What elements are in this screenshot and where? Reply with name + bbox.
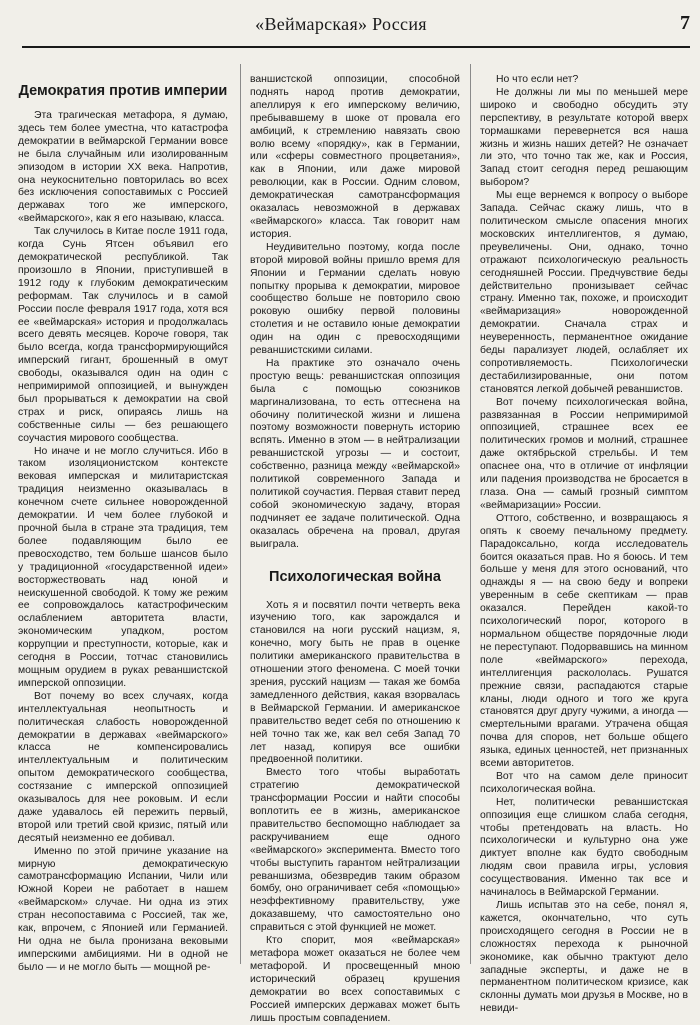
column-2 (250, 74, 460, 1025)
paragraph: Но что если нет? (496, 74, 579, 85)
paragraph: Но иначе и не могло случиться. Ибо в таком изоляционистском контексте вековая имперская и милитаристская традиция неизменно оказывалась в конечном счете сильнее новорожденной демократии. И чем более глубокой и прочной была в стране эта традиция, тем более подавляющим было ее превосходство, тем больше шансов было у традиционной «государственной идеи» восторжествовать над юной и неискушенной свободой. К тому же режим ее сопровождалось катастрофическим ослаблением авторитета власти, экономическим упадком, ростом коррупции и преступности, которые, как и сегодня в России, тотчас становились мощным орудием в руках реваншистской имперской оппозиции. (18, 445, 228, 689)
paragraph: Хоть я и посвятил почти четверть века изучению того, как зарождался и становился на ноги русский нацизм, я, конечно, могу быть не прав в оценке политики американского правительства в отношении этого феномена. С моей точки зрения, русский нацизм — такая же бомба замедленного действия, какая взорвалась в Веймарской Германии. И американское правительство ведет себя по отношению к ней точно так же, как вел себя Запад 70 лет назад, копируя все ошибки предвоенной политики. (250, 599, 460, 766)
paragraph: Кто спорит, моя «веймарская» метафора может оказаться не более чем метафорой. И просвещенный мною исторический образец крушения демократии во всех сопоставимых с Россией имперских державах может быть лишь простым совпадением. (250, 935, 460, 1024)
column-divider (240, 64, 241, 964)
column-1 (18, 76, 228, 975)
paragraph: Нет, политически реваншистская оппозиция еще слишком слаба сегодня, чтобы претендовать на власть. Но психологически и культурно она уже диктует вполне как будто свободным людям свои правила игры, условия сосуществования. Именно так все и начиналось в Веймарской Германии. (480, 796, 688, 899)
section-heading-psychological-war: Психологическая война (269, 568, 441, 585)
page-number: 7 (680, 12, 690, 34)
paragraph: Не должны ли мы по меньшей мере широко и свободно обсудить эту перспективу, в результате которой вверх тормашками перевернется вся наша жизнь и жизнь наших детей? Не означает ли это, что точно так же, как и Россия, Запад стоит сегодня перед решающим выбором? (480, 86, 688, 189)
paragraph: Именно по этой причине указание на мирную демократическую самотрансформацию Испании, Чили или Южной Кореи не работает в нашем «веймарском» случае. Ни одна из этих стран несопоставима с Россией, так же, как, впрочем, с Японией или Германией. Ни одна не была пронизана вековыми имперскими амбициями. Ни в одной не было — и не могло быть — мощной ре- (18, 845, 228, 973)
paragraph: На практике это означало очень простую вещь: реваншистская оппозиция была с помощью союзников маргинализована, то есть оттеснена на обочину политической жизни и лишена поэтому возможности повернуть историю вспять. Именно в этом — в нейтрализации реваншистской угрозы — и состоит, собственно, разница между «веймарской» политикой современного Запада и политикой соучастия. Первая ставит перед собой экономическую задачу, вторая подчиняет ее задаче политической. Одна оказалась обречена на провал, другая выиграла. (250, 357, 460, 550)
paragraph: Неудивительно поэтому, когда после второй мировой войны пришло время для Японии и Германии сделать новую попытку прорыва к демократии, мировое сообщество больше не повторило свою роковую ошибку первой половины столетия и не оставило юные демократии один на один с превосходящими реваншистскими силами. (250, 241, 460, 357)
paragraph: Эта трагическая метафора, я думаю, здесь тем более уместна, что катастрофа демократии в веймарской Германии вовсе не была случайным или изолированным эпизодом в истории XX века. Напротив, она неукоснительно повторилась во всех без исключения сопоставимых с Россией державах того же имперского, «веймарского», как я его называю, класса. (18, 110, 228, 225)
paragraph: Вот почему психологическая война, развязанная в России непримиримой оппозицией, страшнее всех ее политических громов и молний, страшнее даже октябрьской стрельбы. И тем опаснее она, что в отличие от инфляции или падения производства не бросается в глаза. Она — самый грозный симптом «веймаризации» России. (480, 396, 688, 511)
paragraph: Вот что на самом деле приносит психологическая война. (480, 770, 688, 795)
running-title: «Веймарская» Россия (255, 14, 427, 34)
paragraph: Вместо того чтобы выработать стратегию демократической трансформации России и найти способы воплотить ее в жизнь, американское правительство беспомощно наблюдает за раскручиванием еще одного «веймарского» эксперимента. Вместо того чтобы выступить гарантом нейтрализации реваншизма, обезвредив таким образом бомбу, оно ограничивает себя «помощью» неэффективному правительству, уже доказавшему, что самостоятельно оно справиться с этой функцией не может. (250, 767, 460, 934)
column-3 (480, 74, 688, 1016)
column-divider (470, 64, 471, 964)
paragraph: Лишь испытав это на себе, понял я, кажется, окончательно, что суть происходящего сегодня в России не в сложностях перехода к рыночной экономике, как обычно трактуют дело западные эксперты, и даже не в перманентном политическом кризисе, как склонны думать мои друзья в Москве, но в невиди- (480, 900, 688, 1015)
page-header (22, 8, 690, 48)
paragraph: ваншистской оппозиции, способной поднять народ против демократии, апеллируя к его имперскому величию, пребывавшему в шоке от провала его амбиций, к стремлению навязать свою волю всему «порядку», как в Германии, или «сферы совместного процветания», как в Японии, или даже мировой революции, как в России. Одним словом, демократическая самотрансформация оказалась невозможной в державах «веймарского» класса. Так говорит нам история. (250, 74, 460, 240)
section-heading-democracy-vs-empire: Демократия против империи (18, 83, 228, 99)
paragraph: Оттого, собственно, и возвращаюсь я опять к своему печальному предмету. Парадоксально, когда исследователь боится оказаться прав. Но я боюсь. И тем больше у меня для этого оснований, что однажды я — на свою беду и вопреки уверенным в себе скептикам — прав оказался. Перейден какой-то психологический порог, которого в нормальном обществе порядочные люди не переступают. Подорвавшись на минном поле «веймарского» перехода, интеллигенция раскололась. Рушатся прежние связи, распадаются старые кланы, люди одного и того же круга становятся друг другу чужими, а иногда — смертельными врагами. Утрачена общая почва для споров, нет больше общего языка, единых ценностей, нет признанных всеми авторитетов. (480, 512, 688, 770)
paragraph: Мы еще вернемся к вопросу о выборе Запада. Сейчас скажу лишь, что в политическом смысле опасения многих московских интеллигентов, я думаю, преувеличены. Они, однако, точно отражают психологическую реальность сегодняшней России. Предчувствие беды действительно пронизывает сейчас страну. Именно так, похоже, и происходит «веймаризация» новорожденной демократии. Сначала страх и неуверенность, перманентное ожидание беды парализует людей, ослабляет их сопротивляемость. Психологически дестабилизированные, они потом становятся легкой добычей реваншистов. (480, 190, 688, 395)
paragraph: Вот почему во всех случаях, когда интеллектуальная неопытность и политическая слабость новорожденной демократии в державах «веймарского» класса не компенсировались интеллектуальным и политическим опытом демократического сообщества, состязание с имперской оппозицией оказывалось для нее роковым. И если даже удавалось ей пережить первый, второй или третий свой кризис, пятый или десятый неизменно ее добивал. (18, 690, 228, 844)
paragraph: Так случилось в Китае после 1911 года, когда Сунь Ятсен объявил его демократической республикой. Так произошло в Японии, приступившей в 1912 году к глубоким демократическим реформам. Так случилось и в самой России после февраля 1917 года, хотя вся ее «веймарская» история и продолжалась всего девять месяцев. Короче говоря, так было всегда, когда трансформирующийся имперский гигант, брошенный в омут свободы, оказывался один на один с непримиримой оппозицией, и вынужден был прорываться к демократии на свой страх и риск, опираясь лишь на собственные силы — без решающего соучастия мирового сообщества. (18, 226, 228, 444)
